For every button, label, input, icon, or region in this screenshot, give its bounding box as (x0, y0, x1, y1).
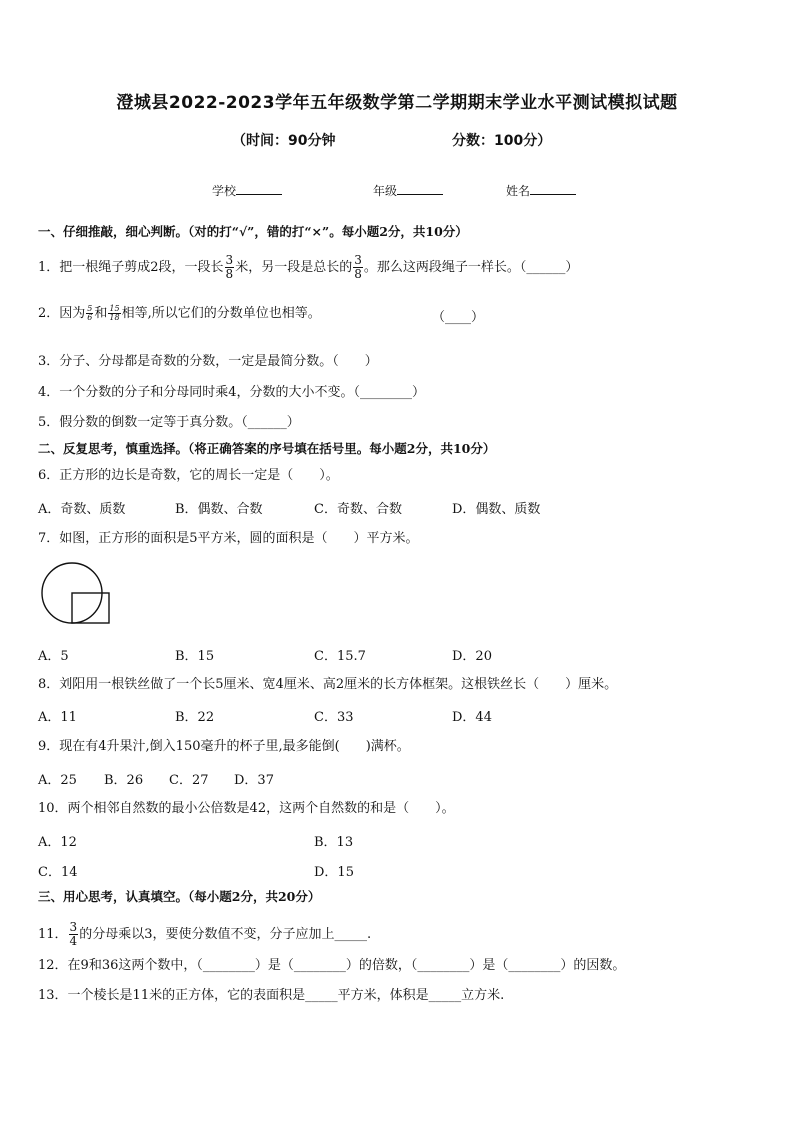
question-4: 4．一个分数的分子和分母同时乘4，分数的大小不变。（________） (38, 385, 426, 400)
q2-fraction-1: $\frac{5}{6}$ (87, 304, 93, 322)
grade-blank[interactable] (397, 182, 443, 195)
question-9: 9．现在有4升果汁,倒入150毫升的杯子里,最多能倒( )满杯。 (38, 739, 410, 754)
q7-option-a[interactable]: A．5 (38, 649, 69, 664)
q11-text-after: 的分母乘以3，要使分数值不变，分子应加上_____. (79, 927, 372, 942)
q2-fraction-2: $\frac{15}{18}$ (109, 304, 120, 322)
question-13: 13．一个棱长是11米的正方体，它的表面积是_____平方米，体积是_____立方米. (38, 988, 505, 1003)
question-7: 7．如图，正方形的面积是5平方米，圆的面积是（ ）平方米。 (38, 531, 419, 546)
name-label: 姓名 (506, 184, 531, 198)
q10-option-a[interactable]: A．12 (38, 835, 77, 850)
q2-text-after: 相等,所以它们的分数单位也相等。 (121, 306, 321, 321)
exam-title: 澄城县2022-2023学年五年级数学第二学期期末学业水平测试模拟试题 (116, 93, 678, 113)
question-2 (38, 305, 321, 323)
q7-option-c[interactable]: C．15.7 (314, 649, 366, 664)
question-10: 10．两个相邻自然数的最小公倍数是42，这两个自然数的和是（ ）。 (38, 801, 455, 816)
q11-fraction: $\frac{3}{4}$ (69, 920, 78, 948)
name-field[interactable] (506, 182, 576, 199)
name-blank[interactable] (530, 182, 576, 195)
question-1 (38, 254, 578, 281)
school-blank[interactable] (236, 182, 282, 195)
question-3: 3．分子、分母都是奇数的分数，一定是最简分数。（ ） (38, 354, 378, 369)
q2-text-before: 2．因为 (38, 306, 86, 321)
school-field[interactable] (212, 182, 282, 199)
school-label: 学校 (212, 184, 237, 198)
q1-text-after: 。那么这两段绳子一样长。（______） (363, 260, 579, 275)
q10-option-d[interactable]: D．15 (314, 865, 354, 880)
q10-option-c[interactable]: C．14 (38, 865, 78, 880)
q8-option-a[interactable]: A．11 (38, 710, 77, 725)
section2-heading: 二、反复思考，慎重选择。（将正确答案的序号填在括号里。每小题2分，共10分） (38, 441, 496, 456)
q10-option-b[interactable]: B．13 (314, 835, 354, 850)
q9-option-b[interactable]: B．26 (104, 773, 144, 788)
question-12: 12．在9和36这两个数中，（________）是（________）的倍数，（________）是（________）的因数。 (38, 958, 626, 973)
q6-option-c[interactable]: C．奇数、合数 (314, 502, 402, 517)
exam-time: （时间：90分钟 (232, 133, 336, 149)
q6-option-a[interactable]: A．奇数、质数 (38, 502, 126, 517)
question-5: 5．假分数的倒数一定等于真分数。（______） (38, 415, 300, 430)
q7-option-d[interactable]: D．20 (452, 649, 492, 664)
q8-option-d[interactable]: D．44 (452, 710, 492, 725)
q8-option-c[interactable]: C．33 (314, 710, 354, 725)
grade-label: 年级 (373, 184, 398, 198)
q11-text-before: 11． (38, 927, 68, 942)
section1-heading: 一、仔细推敲，细心判断。（对的打“√”，错的打“×”。每小题2分，共10分） (38, 224, 468, 239)
q9-option-d[interactable]: D．37 (234, 773, 274, 788)
q1-text-mid: 米，另一段是总长的 (235, 260, 353, 275)
q9-option-c[interactable]: C．27 (169, 773, 209, 788)
q8-option-b[interactable]: B．22 (175, 710, 215, 725)
q6-option-b[interactable]: B．偶数、合数 (175, 502, 263, 517)
question-11 (38, 921, 371, 948)
q1-text-before: 1．把一根绳子剪成2段，一段长 (38, 260, 224, 275)
circle-square-figure (38, 562, 114, 628)
q2-answer-paren[interactable]: （____） (432, 310, 485, 325)
question-6: 6．正方形的边长是奇数，它的周长一定是（ ）。 (38, 468, 339, 483)
question-8: 8．刘阳用一根铁丝做了一个长5厘米、宽4厘米、高2厘米的长方体框架。这根铁丝长（ ）厘米。 (38, 677, 618, 692)
q9-option-a[interactable]: A．25 (38, 773, 77, 788)
q1-fraction-1: $\frac{3}{8}$ (225, 253, 234, 281)
section3-heading: 三、用心思考，认真填空。（每小题2分，共20分） (38, 889, 321, 904)
q1-fraction-2: $\frac{3}{8}$ (354, 253, 362, 281)
q6-option-d[interactable]: D．偶数、质数 (452, 502, 541, 517)
q2-text-mid: 和 (94, 306, 108, 321)
grade-field[interactable] (373, 182, 443, 199)
q7-option-b[interactable]: B．15 (175, 649, 215, 664)
exam-score: 分数：100分） (452, 133, 552, 149)
square-shape (72, 593, 109, 623)
